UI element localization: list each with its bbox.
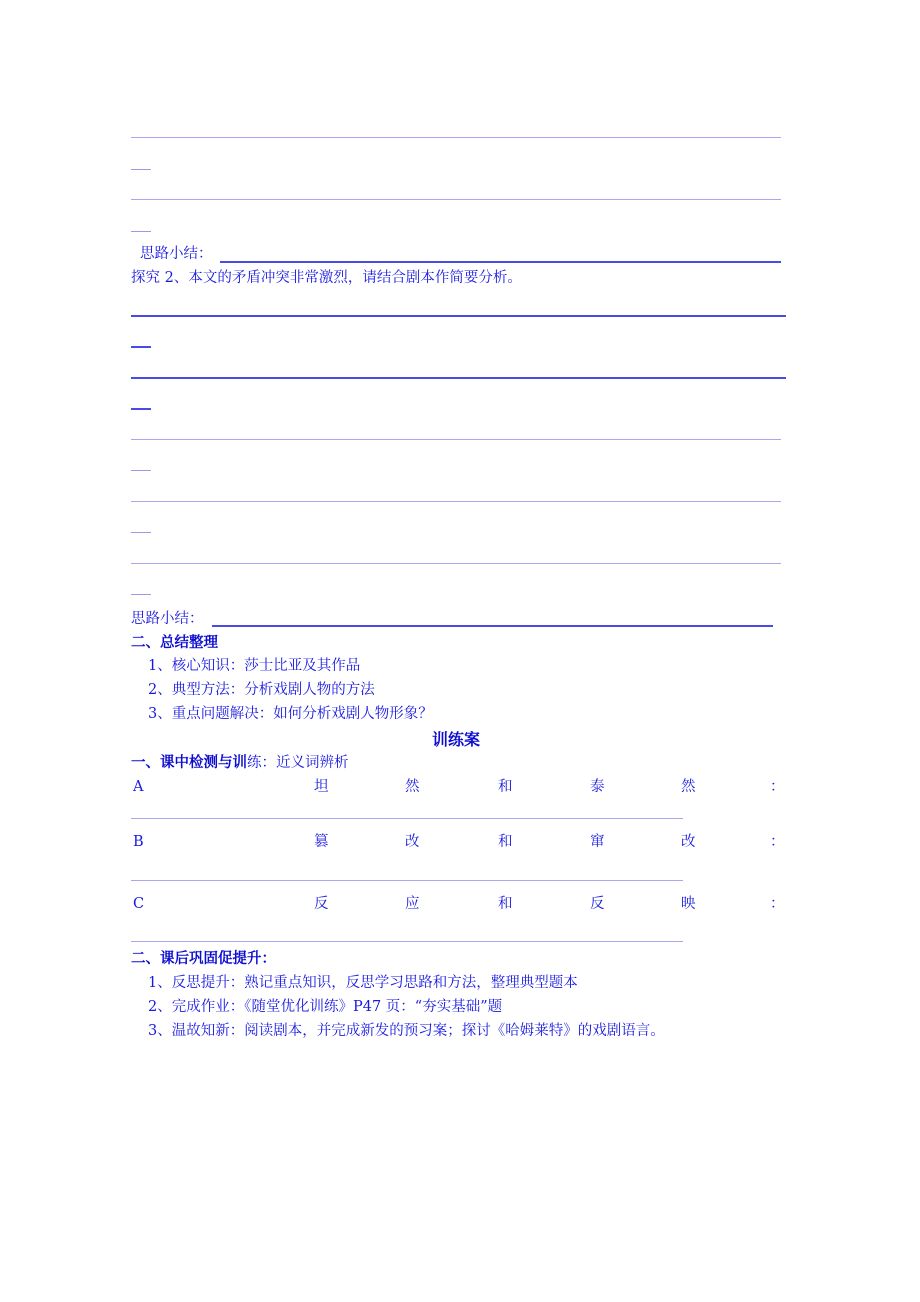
- part1-heading-bold: 一、课中检测与训: [131, 755, 247, 771]
- row-char: 然: [681, 779, 696, 795]
- summary-heading: 二、总结整理: [131, 635, 218, 651]
- answer-line-b[interactable]: [131, 880, 683, 881]
- row-char: 窜: [590, 834, 605, 850]
- explore2-summary-line[interactable]: [212, 625, 773, 627]
- row-char: 和: [498, 834, 513, 850]
- row-char: 然: [405, 779, 420, 795]
- answer-line-stub: [131, 346, 151, 348]
- answer-line-a[interactable]: [131, 818, 683, 819]
- answer-line-c[interactable]: [131, 941, 683, 942]
- explore1-summary-line[interactable]: [220, 261, 781, 263]
- answer-line[interactable]: [131, 439, 781, 440]
- row-char: 改: [681, 834, 696, 850]
- answer-line[interactable]: [131, 199, 781, 200]
- row-char: 反: [314, 896, 329, 912]
- explore1-summary-label: 思路小结：: [140, 246, 213, 262]
- row-colon: ：: [770, 834, 785, 850]
- explore2-summary-label: 思路小结：: [131, 611, 204, 627]
- part1-heading: [131, 753, 349, 773]
- row-letter: B: [133, 834, 144, 850]
- part2-item: 2、完成作业：《随堂优化训练》P47 页：“夯实基础”题: [148, 999, 503, 1015]
- row-char: 和: [498, 779, 513, 795]
- answer-line-stub: [131, 470, 151, 471]
- summary-item: 3、重点问题解决：如何分析戏剧人物形象？: [148, 706, 433, 722]
- row-letter: A: [133, 779, 144, 795]
- row-colon: ：: [770, 896, 785, 912]
- row-char: 泰: [590, 779, 605, 795]
- explore2-question: 探究 2、本文的矛盾冲突非常激烈，请结合剧本作简要分析。: [131, 270, 522, 286]
- answer-line-bold[interactable]: [131, 315, 786, 317]
- row-char: 应: [405, 896, 420, 912]
- answer-line[interactable]: [131, 501, 781, 502]
- summary-item: 2、典型方法：分析戏剧人物的方法: [148, 682, 375, 698]
- answer-line-stub: [131, 532, 151, 533]
- row-char: 反: [590, 896, 605, 912]
- row-char: 坦: [314, 779, 329, 795]
- training-title: 训练案: [432, 730, 481, 749]
- part2-heading: 二、课后巩固促提升：: [131, 951, 276, 967]
- row-char: 篡: [314, 834, 329, 850]
- answer-line-stub: [131, 594, 151, 595]
- row-colon: ：: [770, 779, 785, 795]
- row-char: 改: [405, 834, 420, 850]
- part2-item: 3、温故知新：阅读剧本，并完成新发的预习案；探讨《哈姆莱特》的戏剧语言。: [148, 1023, 665, 1039]
- answer-line[interactable]: [131, 563, 781, 564]
- part2-item: 1、反思提升：熟记重点知识，反思学习思路和方法，整理典型题本: [148, 975, 578, 991]
- row-char: 和: [498, 896, 513, 912]
- summary-item: 1、核心知识：莎士比亚及其作品: [148, 658, 361, 674]
- answer-line-bold[interactable]: [131, 377, 786, 379]
- answer-line-stub: [131, 231, 151, 232]
- part1-heading-normal: 练：近义词辨析: [247, 755, 349, 771]
- row-letter: C: [133, 896, 145, 912]
- row-char: 映: [681, 896, 696, 912]
- answer-line-stub: [131, 169, 151, 170]
- answer-line[interactable]: [131, 137, 781, 138]
- answer-line-stub: [131, 408, 151, 410]
